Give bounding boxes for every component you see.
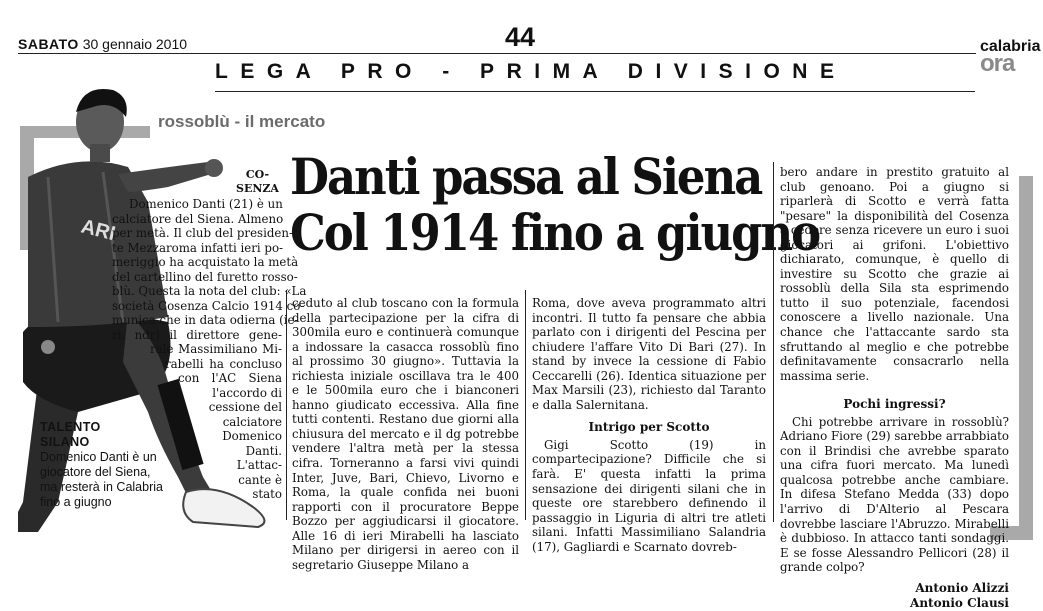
col1-line: per metà. Il club del presiden- (112, 226, 293, 240)
col3-subhead: Intrigo per Scotto (588, 420, 710, 435)
column-rule-1 (286, 290, 287, 520)
headline-line-2: Col 1914 fino a giugno (290, 203, 820, 262)
col1-line: società Cosenza Calcio 1914 co- (112, 298, 305, 313)
col4-text-b: Chi potrebbe arrivare in rossoblù? Adriano Fiore (29) sarebbe arrabbiato con il Brindisi che avrebbe sparato una cifra fuori mercato. Ma lunedì qualcosa potrebbe anche cambiare. In difesa Stefano Medda (33) dopo l'arrivo di D'Alterio al Pescara dovrebbe lasciare l'Abruzzo. Mirabelli è dubbioso. In attacco tanti sondaggi. E se fosse Alessandro Pellicori (28) il grande colpo? (780, 414, 1010, 575)
col1-line: cante è (238, 472, 282, 487)
kicker: rossoblù - il mercato (158, 112, 326, 131)
col1-line: stato (252, 487, 282, 501)
col1-line: Domenico (222, 429, 282, 443)
frame-right (1019, 176, 1033, 540)
col1-line: rale Massimiliano Mi- (150, 342, 282, 356)
col1-line: L'attac- (236, 458, 282, 472)
article-column-3 (532, 296, 766, 554)
col1-line: l'accordo di (212, 385, 282, 400)
col1-dateline (236, 168, 279, 196)
issue-date: SABATO 30 gennaio 2010 (18, 36, 188, 52)
section-rule (215, 91, 975, 92)
masthead-logo-top: calabria (980, 38, 1041, 55)
article-column-2 (292, 296, 519, 572)
col1-line: munica che in data odierna (ie- (112, 313, 299, 327)
col1-line: te Mezzaroma infatti ieri po- (112, 240, 284, 255)
caption-title-2: SILANO (40, 435, 90, 449)
col1-line: calciatore (222, 414, 282, 429)
col4-text-a: bero andare in prestito gratuito al club genoano. Poi a giugno si riparlerà di Scotto e verrà fatta "pesare" la disponibilità del Cosenza a cedere senza ricevere un euro i suoi giocatori ai grifoni. L'obiettivo dichiarato, comunque, è quello di investire su Scotto che grazie ai rossoblù della Sila sta esprimendo tutto il suo potenziale, facendosi conoscere a livello nazionale. Una chance che l'attaccante sardo sta sfruttando al meglio e che potrebbe definitavamente consacrarlo nella massima serie. (780, 165, 1009, 383)
caption-text: Domenico Danti è un giocatore del Siena, ma resterà in Calabria fino a giugno (40, 450, 163, 509)
column-rule-2 (525, 290, 526, 520)
col4-subhead: Pochi ingressi? (843, 397, 946, 412)
page-number: 44 (505, 22, 536, 52)
col1-line: Danti. (245, 443, 282, 458)
caption-title-1: TALENTO (40, 420, 101, 434)
col1-line: meriggio ha acquistato la metà (112, 255, 299, 269)
col1-line: rabelli ha concluso (165, 356, 282, 371)
headline-line-1: Danti passa al Siena (290, 147, 762, 206)
col1-line: cessione del (208, 400, 282, 414)
col1-line: del cartellino del furetto rosso- (112, 269, 298, 284)
col1-line: ri, ndr) il direttore gene- (112, 327, 282, 342)
header-rule (18, 53, 976, 54)
col1-line: calciatore del Siena. Almeno (112, 211, 284, 226)
dateline-1: CO- (245, 168, 270, 181)
photo-caption (40, 420, 170, 510)
article-column-4 (780, 165, 1009, 611)
column-rule-3 (773, 162, 774, 522)
col2-text: ceduto al club toscano con la formula della partecipazione per la cifra di 300mila euro e continuerà comunque a indossare la casacca rossoblù fino al prossimo 30 giugno». Tuttavia la richiesta iniziale oscillava tra le 400 e le 500mila euro che i bianconeri hanno giudicato eccessiva. Alla fine tutti contenti. Restano due giorni alla chiusura del mercato e il dg potrebbe vendere l'altra metà per la stessa cifra. Torneranno a farsi vivi quindi Inter, Juve, Bari, Chievo, Livorno e Roma, la quale confida nei buoni rapporti con il procuratore Beppe Bozzo per aggiudicarsi il giocatore. Alle 16 di ieri Mirabelli ha lasciato Milano per dirigersi in aereo con il segretario Giuseppe Milano a (292, 296, 519, 572)
col1-line: Domenico Danti (21) è un (129, 197, 283, 211)
col3-text-a: Roma, dove aveva programmato altri incontri. Il tutto fa pensare che abbia parlato con i dirigenti del Pescina per chiudere l'affare Vito Di Bari (27). In stand by invece la cessione di Fabio Ceccarelli (26). Identica situazione per Max Marsili (23), richiesto dal Taranto e dalla Salernitana. (532, 296, 766, 412)
col1-line: blù. Questa la nota del club: «La (112, 284, 307, 298)
author-1: Antonio Alizzi (915, 580, 1009, 595)
section-title: LEGA PRO - PRIMA DIVISIONE (215, 60, 847, 83)
dateline-2: SENZA (236, 182, 279, 195)
col1-line: con l'AC Siena (178, 371, 282, 385)
author-2: Antonio Clausi (910, 595, 1009, 610)
col3-text-b: Gigi Scotto (19) in compartecipazione? Difficile che si farà. E' questa infatti la prima sensazione dei dirigenti silani che in queste ore starebbero definendo il passaggio in Liguria di altri tre atleti silani. Infatti Massimiliano Salandria (17), Gagliardi e Scarnato dovreb- (532, 437, 766, 554)
masthead-logo-bottom: ora (980, 50, 1015, 77)
shirt-text: ARI (78, 215, 118, 246)
